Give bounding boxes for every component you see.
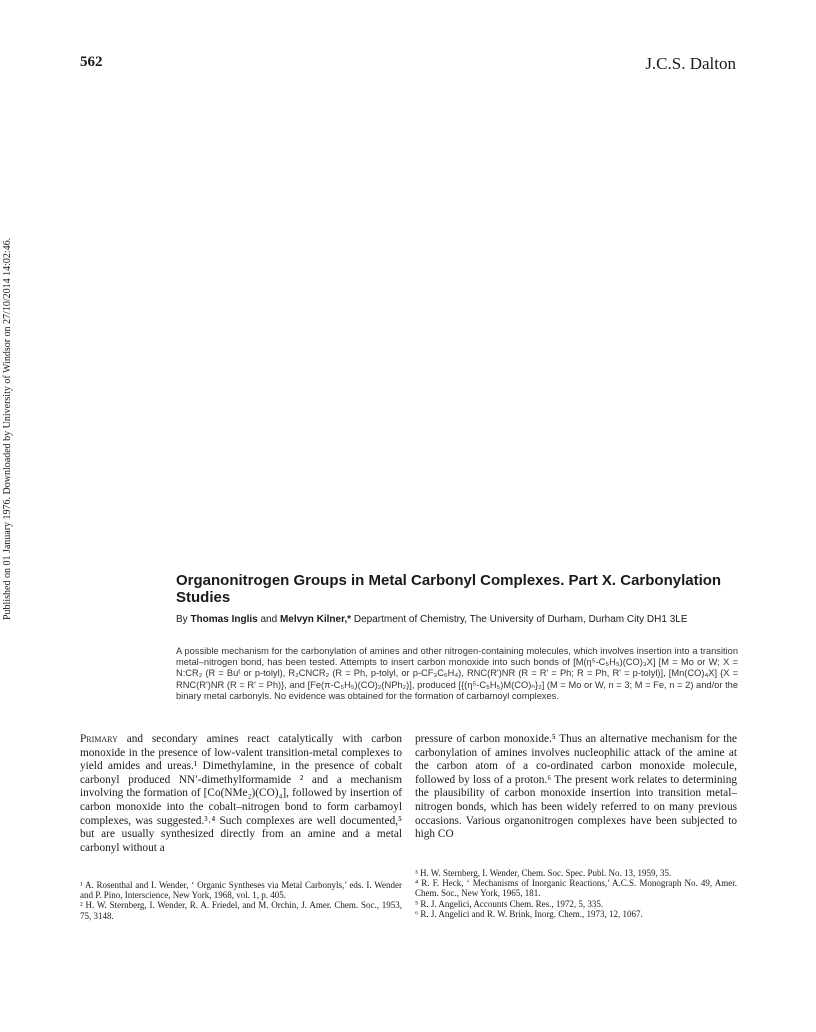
page-number: 562 [80,54,103,70]
footnotes-left [80,880,402,921]
footnote-2: ² H. W. Sternberg, I. Wender, R. A. Friedel, and M. Orchin, J. Amer. Chem. Soc., 1953, 75, 3148. [80,900,402,921]
body-text-right: pressure of carbon monoxide.⁵ Thus an alternative mechanism for the carbonylation of amines involves nucleophilic attack of the amine at the carbon atom of a co-ordinated carbon monoxide molecule, followed by loss of a proton.⁶ The present work relates to determining the plausibility of carbon monoxide insertion into transition metal–nitrogen bonds, which has been widely referred to on many previous occasions. Various organonitrogen complexes have been subjected to high CO [415,733,737,841]
drop-word: Primary [80,733,118,745]
byline-prefix: By [176,614,191,625]
footnote-3: ³ H. W. Sternberg, I. Wender, Chem. Soc. Spec. Publ. No. 13, 1959, 35. [415,868,672,878]
body-paragraph-left [80,733,402,855]
author-inglis: Thomas Inglis [190,614,258,625]
body-text-left: and secondary amines react catalytically with carbon monoxide in the presence of low-valent transition-metal complexes to yield amides and ureas.¹ Dimethylamine, in the presence of cobalt carbonyl produced NN′-dimethylformamide ² and a mechanism involving the formation of [Co(NMe₂)(CO)₄], followed by insertion of carbon monoxide into the cobalt–nitrogen bond to form carbamoyl complexes, was suggested.³˒⁴ Such complexes are well documented,⁵ but are usually synthesized directly from an amine and a metal carbonyl without a [80,733,402,854]
abstract: A possible mechanism for the carbonylation of amines and other nitrogen-containing molecules, which involves insertion into a transition metal–nitrogen bond, has been tested. Attempts to insert carbon monoxide into such bonds of [M(η⁵-C₅H₅)(CO)₃X] [M = Mo or W; X = N:CR₂ (R = Buᵗ or p-tolyl), R₂CNCR₂ (R = Ph, p-tolyl, or p-CF₃C₆H₄), RNC(R')NR (R = R' = Ph; R = Ph, R' = p-tolyl)], [Mn(CO)₄X] {X = RNC(R')NR (R = R' = Ph)}, and [Fe(π-C₅H₅)(CO)₂(NPh₂)], produced [{(η⁵-C₅H₅)M(CO)ₙ}₂] (M = Mo or W, n = 3; M = Fe, n = 2) and/or the binary metal carbonyls. No evidence was obtained for the formation of carbamoyl complexes. [176,646,738,701]
journal-name: J.C.S. Dalton [645,54,736,73]
footnote-5: ⁵ R. J. Angelici, Accounts Chem. Res., 1972, 5, 335. [415,898,604,909]
footnotes-right [415,868,737,919]
footnote-1: ¹ A. Rosenthal and I. Wender, ‘ Organic Syntheses via Metal Carbonyls,’ eds. I. Wender and P. Pino, Interscience, New York, 1968, vol. 1, p. 405. [80,880,402,901]
byline-conjunction: and [257,614,280,625]
footnote-4: ⁴ R. F. Heck, ‘ Mechanisms of Inorganic Reactions,’ A.C.S. Monograph No. 49, Amer. Chem. Soc., New York, 1965, 181. [415,878,737,899]
footnote-6: ⁶ R. J. Angelici and R. W. Brink, Inorg. Chem., 1973, 12, 1067. [415,908,643,919]
body-column-left [80,733,402,855]
download-stamp: Published on 01 January 1976. Downloaded by University of Windsor on 27/10/2014 14:02:46. [2,237,13,620]
body-column-right [415,733,737,842]
article-title: Organonitrogen Groups in Metal Carbonyl Complexes. Part X. Carbonylation Studies [176,572,722,606]
byline [176,614,738,626]
affiliation: Department of Chemistry, The University of Durham, Durham City DH1 3LE [351,614,688,625]
author-kilner: Melvyn Kilner,* [279,614,352,625]
